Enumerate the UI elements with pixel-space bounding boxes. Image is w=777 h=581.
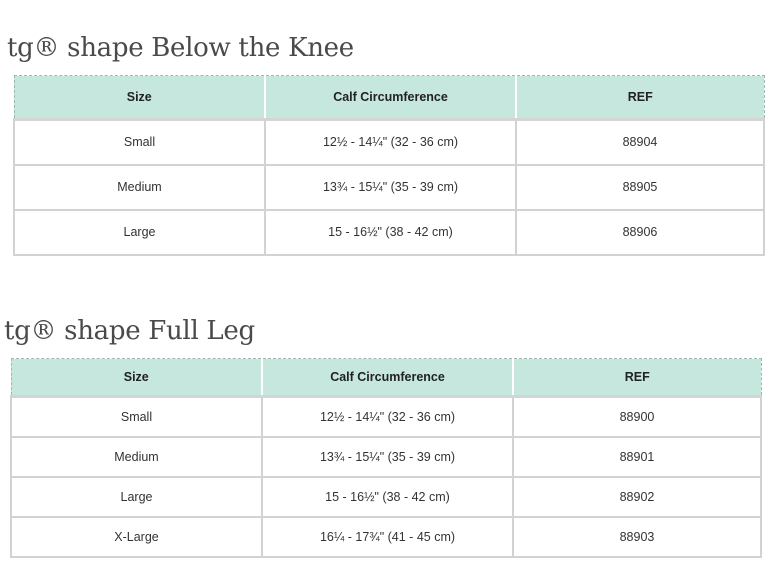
cell-ref: 88901 <box>513 437 761 477</box>
table-row <box>11 477 761 517</box>
size-table-below-knee <box>13 75 765 256</box>
cell-calf-circumference: 12½ - 14¼" (32 - 36 cm) <box>262 397 513 437</box>
cell-size: Small <box>11 397 262 437</box>
size-table-full-leg <box>10 358 762 558</box>
cell-size: Large <box>11 477 262 517</box>
section-title-full-leg: tg® shape Full Leg <box>4 316 255 346</box>
cell-size: Medium <box>11 437 262 477</box>
table-header-row <box>11 359 761 397</box>
header-ref: REF <box>516 76 764 120</box>
table-row <box>14 210 764 255</box>
cell-ref: 88902 <box>513 477 761 517</box>
cell-ref: 88905 <box>516 165 764 210</box>
section-title-below-knee: tg® shape Below the Knee <box>7 33 354 63</box>
table-row <box>14 165 764 210</box>
cell-calf-circumference: 13¾ - 15¼" (35 - 39 cm) <box>265 165 516 210</box>
cell-calf-circumference: 13¾ - 15¼" (35 - 39 cm) <box>262 437 513 477</box>
header-size: Size <box>11 359 262 397</box>
cell-ref: 88903 <box>513 517 761 557</box>
table-row <box>11 397 761 437</box>
cell-size: Small <box>14 120 265 165</box>
cell-ref: 88904 <box>516 120 764 165</box>
header-calf-circumference: Calf Circumference <box>265 76 516 120</box>
table-row <box>11 437 761 477</box>
table-row <box>14 120 764 165</box>
cell-calf-circumference: 15 - 16½" (38 - 42 cm) <box>265 210 516 255</box>
cell-size: Large <box>14 210 265 255</box>
cell-ref: 88900 <box>513 397 761 437</box>
cell-calf-circumference: 12½ - 14¼" (32 - 36 cm) <box>265 120 516 165</box>
cell-calf-circumference: 16¼ - 17¾" (41 - 45 cm) <box>262 517 513 557</box>
header-calf-circumference: Calf Circumference <box>262 359 513 397</box>
header-ref: REF <box>513 359 761 397</box>
table-header-row <box>14 76 764 120</box>
cell-size: X-Large <box>11 517 262 557</box>
cell-size: Medium <box>14 165 265 210</box>
table-row <box>11 517 761 557</box>
cell-ref: 88906 <box>516 210 764 255</box>
header-size: Size <box>14 76 265 120</box>
cell-calf-circumference: 15 - 16½" (38 - 42 cm) <box>262 477 513 517</box>
